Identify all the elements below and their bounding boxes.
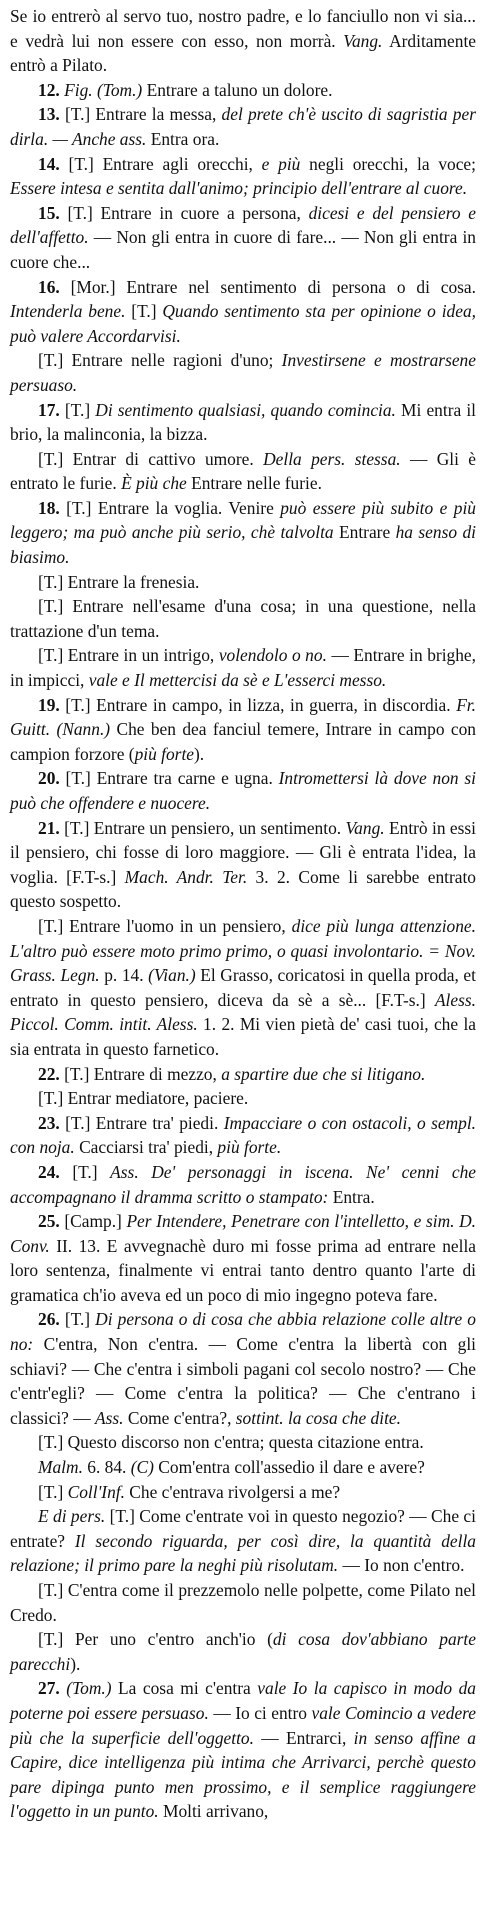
dictionary-paragraph bbox=[10, 914, 476, 1062]
dictionary-paragraph bbox=[10, 1578, 476, 1627]
text-run: II. 13. E avvegnachè duro mi fosse prima ad entrare nella loro sentenza, finalmente vi entrai tanto dentro quanto l'arte di gramatica ch'io aveva ed un poco di mio ingegno poteva fare. bbox=[10, 1235, 476, 1305]
italic-text: in senso affine a Capire, dice intelligenza più intima che Arrivarci, perchè questo pare dipinga punto men prossimo, e il semplice raggiungere l'oggetto in un punto. bbox=[10, 1727, 476, 1822]
text-run: [T.] Entrare tra' piedi. bbox=[59, 1112, 224, 1133]
italic-text: (C) bbox=[130, 1457, 154, 1478]
text-run: — Entrarci, bbox=[253, 1727, 354, 1748]
italic-text: Ass. De' personaggi in iscena. Ne' cenni che accompagnano il dramma scritto o stampato: bbox=[10, 1161, 477, 1207]
text-run: — Io ci entro bbox=[208, 1702, 312, 1723]
dictionary-paragraph bbox=[10, 1480, 476, 1505]
text-run: [T.] Entrare nelle ragioni d'uno; bbox=[38, 350, 282, 371]
dictionary-paragraph bbox=[10, 1676, 476, 1824]
dictionary-paragraph bbox=[10, 1504, 476, 1578]
italic-text: È più che bbox=[121, 473, 187, 494]
italic-text: sottint. la cosa che dite. bbox=[235, 1407, 401, 1428]
text-run: [T.] Come c'entrate voi in questo negozio? — Che ci entrate? bbox=[10, 1506, 476, 1551]
italic-text: Aless. Piccol. Comm. intit. Aless. bbox=[10, 989, 476, 1035]
sense-number: 22. bbox=[38, 1063, 60, 1084]
text-run: [T.] Entrare tra carne e ugna. bbox=[59, 768, 279, 789]
text-run: Cacciarsi tra' piedi, bbox=[74, 1137, 218, 1158]
italic-text: può essere più subito e più leggero; ma può anche più serio, chè talvolta bbox=[10, 497, 476, 543]
italic-text: Intromettersi là dove non si può che offendere e nuocere. bbox=[10, 768, 476, 813]
dictionary-paragraph bbox=[10, 570, 476, 595]
dictionary-paragraph bbox=[10, 447, 476, 496]
text-run: [T.] Entrare in un intrigo, bbox=[38, 645, 219, 666]
text-run: [T.] Entrar di cattivo umore. bbox=[38, 448, 264, 469]
italic-text: Malm. bbox=[38, 1457, 83, 1478]
text-run: [T.] Entrare la voglia. Venire bbox=[59, 497, 281, 518]
sense-number: 17. bbox=[38, 399, 60, 420]
text-run: [T.] Entrare la frenesia. bbox=[38, 571, 200, 592]
sense-number: 24. bbox=[38, 1161, 60, 1182]
dictionary-paragraph bbox=[10, 816, 476, 914]
text-run: [T.] bbox=[125, 301, 163, 322]
text-run: — Entrare in brighe, in impicci, bbox=[10, 645, 476, 691]
text-run: La cosa mi c'entra bbox=[111, 1678, 258, 1699]
text-run: Entra. bbox=[328, 1186, 375, 1207]
italic-text: di cosa dov'abbiano parte parecchi bbox=[10, 1629, 476, 1674]
sense-number: 19. bbox=[38, 694, 60, 715]
sense-number: 16. bbox=[38, 276, 60, 297]
text-run: [T.] C'entra come il prezzemolo nelle polpette, come Pilato nel Credo. bbox=[10, 1580, 476, 1625]
text-run: [T.] Entrare di mezzo, bbox=[59, 1063, 222, 1084]
italic-text: Vang. bbox=[345, 817, 385, 838]
text-run: [T.] bbox=[59, 399, 96, 420]
sense-number: 26. bbox=[38, 1309, 60, 1330]
dictionary-paragraph bbox=[10, 1430, 476, 1455]
text-run: Entra ora. bbox=[146, 128, 220, 149]
italic-text: ha senso di biasimo. bbox=[10, 522, 476, 568]
dictionary-paragraph bbox=[10, 693, 476, 767]
text-run: [T.] Entrare la messa, bbox=[59, 104, 222, 125]
italic-text: Investirsene e mostrarsene persuaso. bbox=[10, 350, 476, 395]
italic-text: Ass. bbox=[95, 1407, 124, 1428]
italic-text: Vang. bbox=[343, 30, 383, 51]
text-run: — Gli è entrato le furie. bbox=[10, 448, 477, 494]
text-run: Molti arrivano, bbox=[158, 1801, 269, 1822]
italic-text: Il mettercisi da sè e L'esserci messo. bbox=[134, 670, 387, 691]
dictionary-paragraph bbox=[10, 1111, 476, 1160]
text-run: [T.] Entrare nell'esame d'una cosa; in una questione, nella trattazione d'un tema. bbox=[10, 596, 476, 641]
text-run: [T.] bbox=[59, 1161, 111, 1182]
text-run: [T.] Entrare in cuore a persona, bbox=[59, 202, 309, 223]
text-run: Che ben dea fanciul temere, Intrare in campo con campion forzore ( bbox=[10, 719, 476, 764]
dictionary-paragraph bbox=[10, 1627, 476, 1676]
text-run: — Io non c'entro. bbox=[338, 1555, 465, 1576]
dictionary-paragraph bbox=[10, 1086, 476, 1111]
text-run: Entrare nelle furie. bbox=[186, 473, 322, 494]
text-run: ). bbox=[70, 1653, 81, 1674]
dictionary-paragraph bbox=[10, 201, 476, 275]
italic-text: Fig. (Tom.) bbox=[64, 79, 143, 100]
italic-text: e più bbox=[261, 153, 301, 174]
text-run: p. 14. bbox=[99, 965, 149, 986]
italic-text: dicesi e del pensiero e dell'affetto. bbox=[10, 202, 476, 248]
text-run: 3. 2. Come li sarebbe entrato questo sospetto. bbox=[10, 866, 477, 912]
text-run: ). bbox=[194, 743, 205, 764]
italic-text: più forte. bbox=[217, 1137, 282, 1158]
text-run: Entrò in essi il pensiero, chi fosse di loro maggiore. — Gli è entrata l'idea, la voglia. [F.T-s.] bbox=[10, 817, 476, 887]
dictionary-paragraph bbox=[10, 496, 476, 570]
text-run: C'entra, Non c'entra. — Come c'entra la libertà con gli schiavi? — Che c'entra i simboli pagani col secolo nostro? — Che c'entr'egli? — Come c'entra la politica? — Che c'entrano i classici? — bbox=[10, 1334, 476, 1428]
sense-number: 21. bbox=[38, 817, 60, 838]
italic-text: E di pers. bbox=[38, 1506, 106, 1527]
dictionary-paragraph bbox=[10, 102, 476, 151]
dictionary-paragraph bbox=[10, 1455, 476, 1480]
text-run: Come c'entra?, bbox=[123, 1407, 236, 1428]
sense-number: 13. bbox=[38, 104, 60, 125]
dictionary-paragraph bbox=[10, 1062, 476, 1087]
dictionary-paragraph bbox=[10, 1307, 476, 1430]
dictionary-paragraph bbox=[10, 1160, 476, 1209]
sense-number: 27. bbox=[38, 1678, 60, 1699]
italic-text: Coll'Inf. bbox=[67, 1481, 125, 1502]
dictionary-paragraph bbox=[10, 1209, 476, 1307]
text-run: Arditamente entrò a Pilato. bbox=[10, 30, 476, 76]
italic-text: più forte bbox=[134, 743, 194, 764]
text-run: Entrare bbox=[333, 522, 396, 543]
italic-text: Intenderla bene. bbox=[10, 301, 126, 322]
italic-text: dice più lunga attenzione. L'altro può essere moto primo primo, o quasi involontario. = Nov. Grass. Legn. bbox=[10, 915, 476, 986]
italic-text: (Tom.) bbox=[66, 1678, 112, 1699]
text-run: Entrare a taluno un dolore. bbox=[142, 79, 333, 100]
italic-text: Essere intesa e sentita dall'animo; principio dell'entrare al cuore. bbox=[10, 178, 468, 199]
text-run: [T.] Entrare un pensiero, un sentimento. bbox=[59, 817, 346, 838]
text-run: [T.] Entrare in campo, in lizza, in guerra, in discordia. bbox=[59, 694, 457, 715]
text-run: [T.] Entrare l'uomo in un pensiero, bbox=[38, 915, 292, 936]
italic-text: Della pers. stessa. bbox=[263, 448, 401, 469]
text-run: [T.] Per uno c'entro anch'io ( bbox=[38, 1629, 273, 1650]
dictionary-paragraph bbox=[10, 275, 476, 349]
text-run: Mi entra il brio, la malinconia, la bizza. bbox=[10, 399, 476, 445]
italic-text: a spartire due che si litigano. bbox=[221, 1063, 426, 1084]
dictionary-paragraph bbox=[10, 152, 476, 201]
text-run: Se io entrerò al servo tuo, nostro padre, e lo fanciullo non vi sia... e vedrà lui non essere con esso, non morrà. bbox=[10, 6, 476, 51]
text-run: Che c'entrava rivolgersi a me? bbox=[124, 1481, 341, 1502]
text-run: Com'entra coll'assedio il dare e avere? bbox=[153, 1457, 425, 1478]
sense-number: 12. bbox=[38, 79, 60, 100]
text-run: 6. 84. bbox=[82, 1457, 131, 1478]
italic-text: Quando sentimento sta per opinione o idea, può valere Accordarvisi. bbox=[10, 301, 476, 346]
sense-number: 20. bbox=[38, 768, 60, 789]
italic-text: Di sentimento qualsiasi, quando comincia. bbox=[95, 399, 396, 420]
dictionary-paragraph bbox=[10, 398, 476, 447]
text-run: [T.] bbox=[38, 1481, 68, 1502]
italic-text: Per Intendere, Penetrare con l'intelletto, e sim. D. Conv. bbox=[10, 1211, 476, 1256]
italic-text: Fr. Guitt. (Nann.) bbox=[10, 694, 476, 740]
italic-text: del prete ch'è uscito di sagristia per dirla. — Anche ass. bbox=[10, 104, 476, 149]
text-run: negli orecchi, la voce; bbox=[300, 153, 476, 174]
text-run: [Camp.] bbox=[59, 1211, 127, 1232]
sense-number: 23. bbox=[38, 1112, 60, 1133]
sense-number: 25. bbox=[38, 1211, 60, 1232]
dictionary-paragraph bbox=[10, 348, 476, 397]
text-run: El Grasso, coricatosi in quella proda, et entrato in questo pensiero, diceva da sè a sè... [F.T-s.] bbox=[10, 965, 476, 1010]
italic-text: vale Comincio a vedere più che la superficie dell'oggetto. bbox=[10, 1702, 477, 1748]
dictionary-paragraph bbox=[10, 78, 476, 103]
text-run: — Non gli entra in cuore di fare... — Non gli entra in cuore che... bbox=[10, 227, 476, 272]
italic-text: Di persona o di cosa che abbia relazione colle altre o no: bbox=[10, 1309, 476, 1355]
sense-number: 15. bbox=[38, 202, 60, 223]
text-run: [T.] bbox=[59, 1309, 96, 1330]
sense-number: 18. bbox=[38, 497, 60, 518]
dictionary-paragraph bbox=[10, 4, 476, 78]
text-run: [Mor.] Entrare nel sentimento di persona o di cosa. bbox=[59, 276, 476, 297]
italic-text: (Vian.) bbox=[148, 965, 196, 986]
italic-text: Il secondo riguarda, per così dire, la quantità della relazione; il primo pare la neghi più risolutam. bbox=[10, 1530, 476, 1576]
text-run: [T.] Questo discorso non c'entra; questa citazione entra. bbox=[38, 1432, 424, 1453]
sense-number: 14. bbox=[38, 153, 60, 174]
italic-text: Impacciare o con ostacoli, o sempl. con noja. bbox=[10, 1112, 477, 1158]
text-run: 1. 2. Mi vien pietà de' casi tuoi, che la sia entrata in questo farnetico. bbox=[10, 1014, 477, 1059]
italic-text: volendolo o no. bbox=[218, 645, 327, 666]
dictionary-paragraph bbox=[10, 594, 476, 643]
italic-text: Mach. Andr. Ter. bbox=[124, 866, 248, 887]
italic-text: vale Io la capisco in modo da poterne poi essere persuaso. bbox=[10, 1678, 476, 1723]
dictionary-paragraph bbox=[10, 643, 476, 692]
italic-text: vale e bbox=[88, 670, 130, 691]
text-run: [T.] Entrare agli orecchi, bbox=[59, 153, 262, 174]
text-run: [T.] Entrar mediatore, paciere. bbox=[38, 1088, 249, 1109]
dictionary-paragraph bbox=[10, 766, 476, 815]
